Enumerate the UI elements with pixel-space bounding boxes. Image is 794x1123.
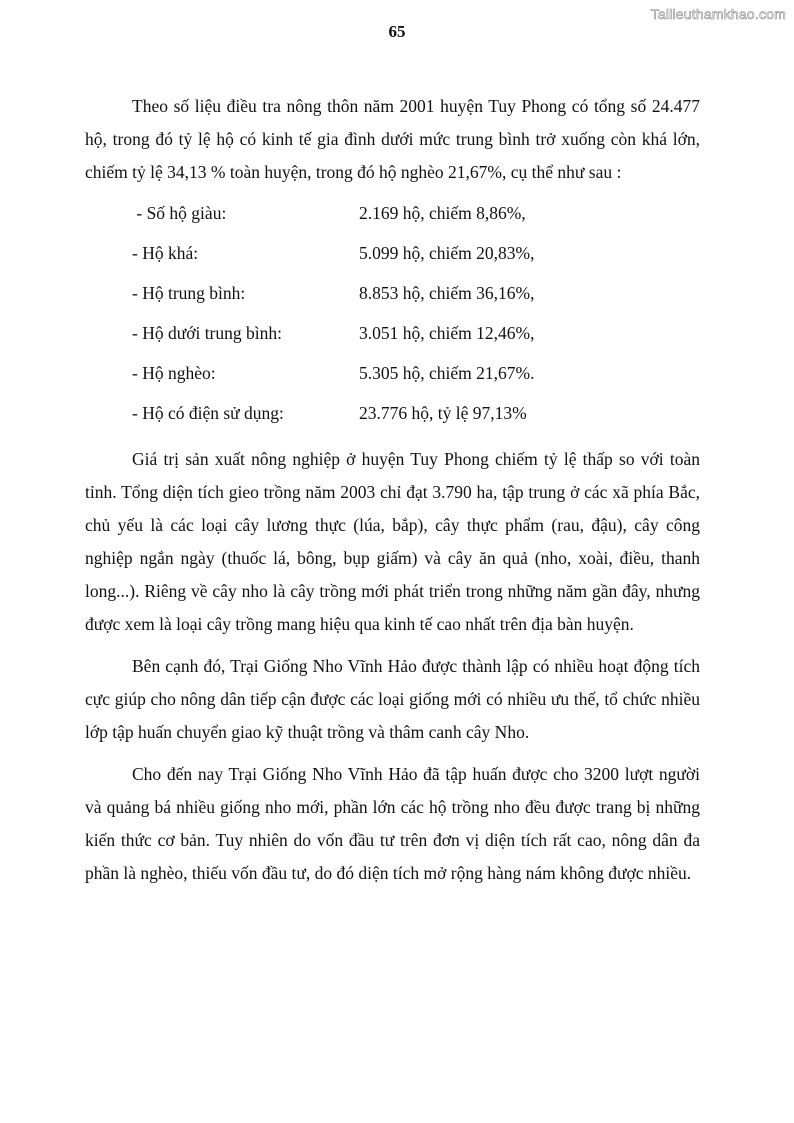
stat-row-well-off bbox=[85, 237, 700, 277]
paragraph-agriculture: Giá trị sản xuất nông nghiệp ở huyện Tuy Phong chiếm tỷ lệ thấp so với toàn tỉnh. Tổng diện tích gieo trồng năm 2003 chỉ đạt 3.790 ha, tập trung ở các xã phía Bắc, chủ yếu là các loại cây lương thực (lúa, bắp), cây thực phẩm (rau, đậu), cây công nghiệp ngắn ngày (thuốc lá, bông, bụp giấm) và cây ăn quả (nho, xoài, điều, thanh long...). Riêng về cây nho là cây trồng mới phát triển trong những năm gần đây, nhưng được xem là loại cây trồng mang hiệu qua kinh tế cao nhất trên địa bàn huyện. bbox=[85, 449, 700, 634]
stat-label: - Hộ nghèo: bbox=[132, 363, 216, 383]
watermark-text: Tailieuthamkhao.com bbox=[650, 6, 786, 22]
document-body bbox=[85, 90, 700, 890]
stat-row-poor bbox=[85, 357, 700, 397]
stat-label: - Số hộ giàu: bbox=[132, 203, 227, 223]
stat-label: - Hộ dưới trung bình: bbox=[132, 323, 282, 343]
stat-label: - Hộ có điện sử dụng: bbox=[132, 403, 284, 423]
household-stats-list bbox=[85, 197, 700, 437]
stat-row-rich bbox=[85, 197, 700, 237]
stat-value: 2.169 hộ, chiếm 8,86%, bbox=[359, 203, 526, 223]
stat-label: - Hộ khá: bbox=[132, 243, 199, 263]
paragraph-intro: Theo số liệu điều tra nông thôn năm 2001 huyện Tuy Phong có tổng số 24.477 hộ, trong đó tỷ lệ hộ có kinh tế gia đình dưới mức trung bình trở xuống còn khá lớn, chiếm tỷ lệ 34,13 % toàn huyện, trong đó hộ nghèo 21,67%, cụ thể như sau : bbox=[85, 96, 700, 182]
paragraph-grape-farm: Bên cạnh đó, Trại Giống Nho Vĩnh Hảo được thành lập có nhiều hoạt động tích cực giúp cho nông dân tiếp cận được các loại giống mới có nhiều ưu thế, tổ chức nhiều lớp tập huấn chuyển giao kỹ thuật trồng và thâm canh cây Nho. bbox=[85, 656, 700, 742]
page-number: 65 bbox=[388, 22, 406, 41]
stat-row-electricity bbox=[85, 397, 700, 437]
stat-value: 3.051 hộ, chiếm 12,46%, bbox=[359, 323, 535, 343]
stat-value: 8.853 hộ, chiếm 36,16%, bbox=[359, 283, 535, 303]
stat-value: 5.099 hộ, chiếm 20,83%, bbox=[359, 243, 535, 263]
paragraph-training: Cho đến nay Trại Giống Nho Vĩnh Hảo đã tập huấn được cho 3200 lượt người và quảng bá nhiều giống nho mới, phần lớn các hộ trồng nho đều được trang bị những kiến thức cơ bản. Tuy nhiên do vốn đầu tư trên đơn vị diện tích rất cao, nông dân đa phần là nghèo, thiếu vốn đầu tư, do đó diện tích mở rộng hàng nám không được nhiều. bbox=[85, 764, 700, 883]
stat-row-below-average bbox=[85, 317, 700, 357]
stat-value: 5.305 hộ, chiếm 21,67%. bbox=[359, 363, 535, 383]
stat-row-average bbox=[85, 277, 700, 317]
stat-label: - Hộ trung bình: bbox=[132, 283, 246, 303]
stat-value: 23.776 hộ, tỷ lệ 97,13% bbox=[359, 403, 527, 423]
